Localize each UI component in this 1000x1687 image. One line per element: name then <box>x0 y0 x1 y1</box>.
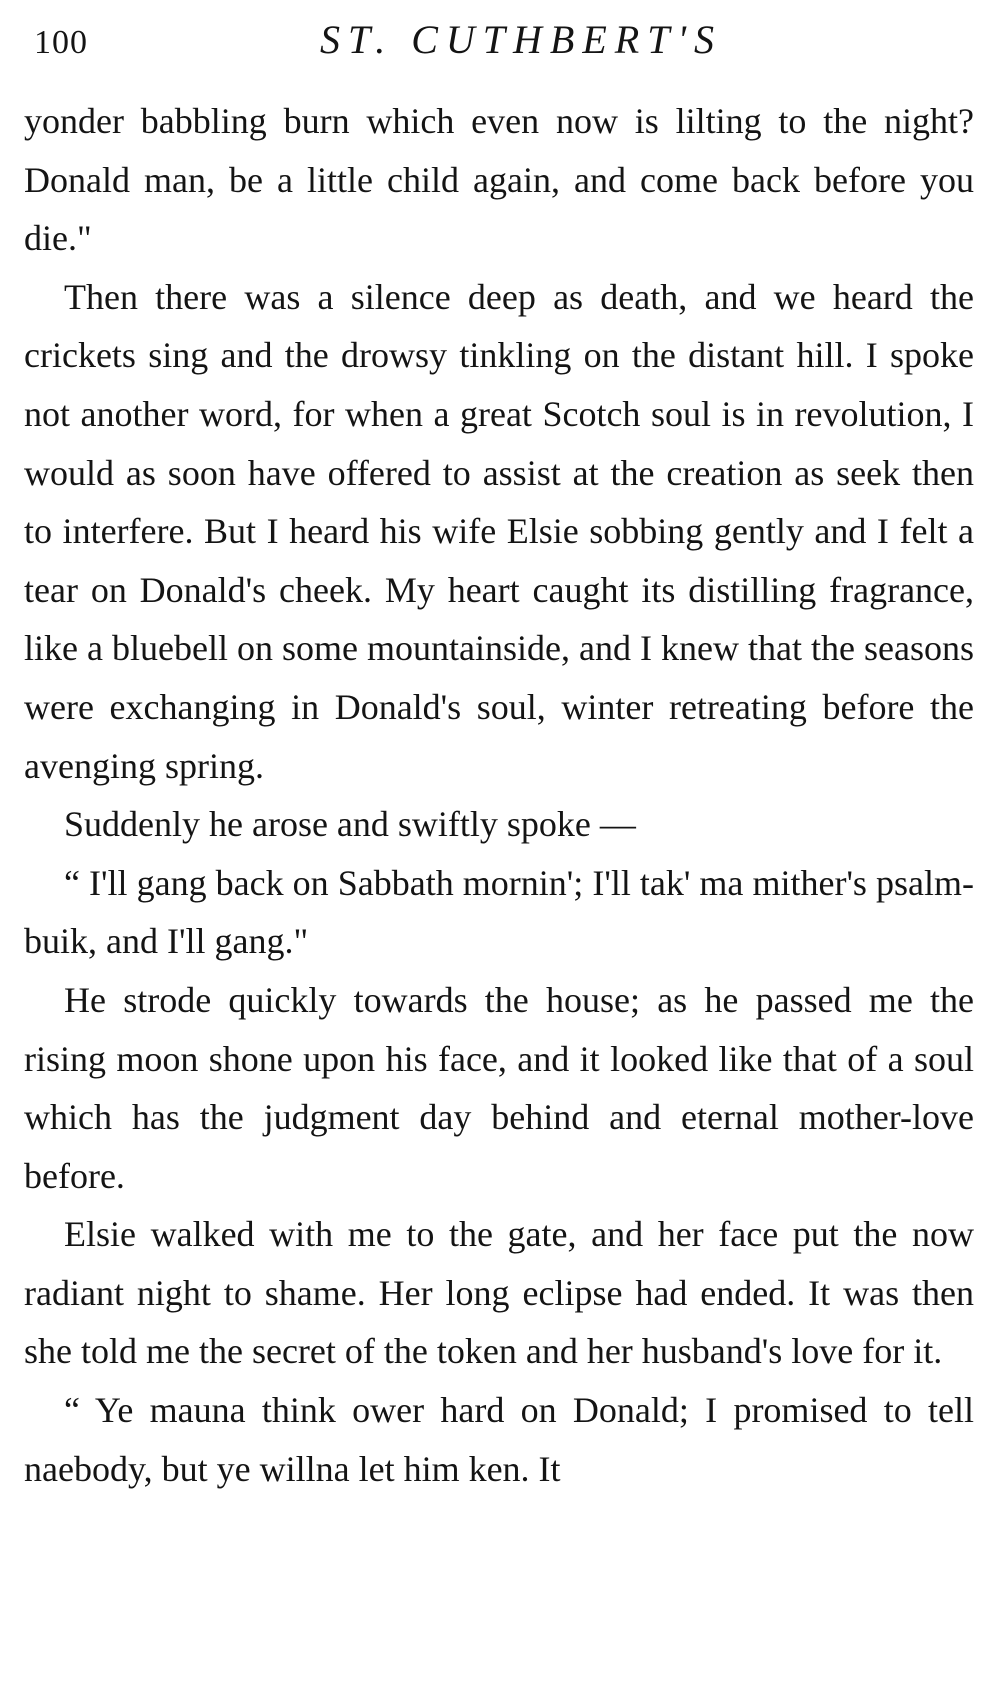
paragraph: “ Ye mauna think ower hard on Donald; I promised to tell naebody, but ye willna let him ken. It <box>24 1390 974 1489</box>
paragraph: Suddenly he arose and swiftly spoke — <box>64 804 636 845</box>
paragraph: He strode quickly towards the house; as he passed me the rising moon shone upon his face, and it looked like that of a soul which has the judgment day behind and eternal mother-love before. <box>24 979 974 1196</box>
paragraph: Then there was a silence deep as death, and we heard the crickets sing and the drowsy tinkling on the distant hill. I spoke not another word, for when a great Scotch soul is in revolution, I would as soon have offered to assist at the creation as seek then to interfere. But I heard his wife Elsie sobbing gently and I felt a tear on Donald's cheek. My heart caught its distilling fragrance, like a bluebell on some mountainside, and I knew that the seasons were exchanging in Donald's soul, winter retreating before the avenging spring. <box>24 276 974 786</box>
body-text <box>24 92 974 1498</box>
paragraph: yonder babbling burn which even now is lilting to the night? Donald man, be a little child again, and come back before you die." <box>24 101 974 259</box>
running-title: ST. CUTHBERT'S <box>319 17 723 62</box>
paragraph: “ I'll gang back on Sabbath mornin'; I'll tak' ma mither's psalm-buik, and I'll gang." <box>24 862 974 962</box>
paragraph: Elsie walked with me to the gate, and her face put the now radiant night to shame. Her long eclipse had ended. It was then she told me the secret of the token and her husband's love for it. <box>24 1214 974 1372</box>
page-number: 100 <box>34 24 88 61</box>
running-head <box>26 16 976 76</box>
